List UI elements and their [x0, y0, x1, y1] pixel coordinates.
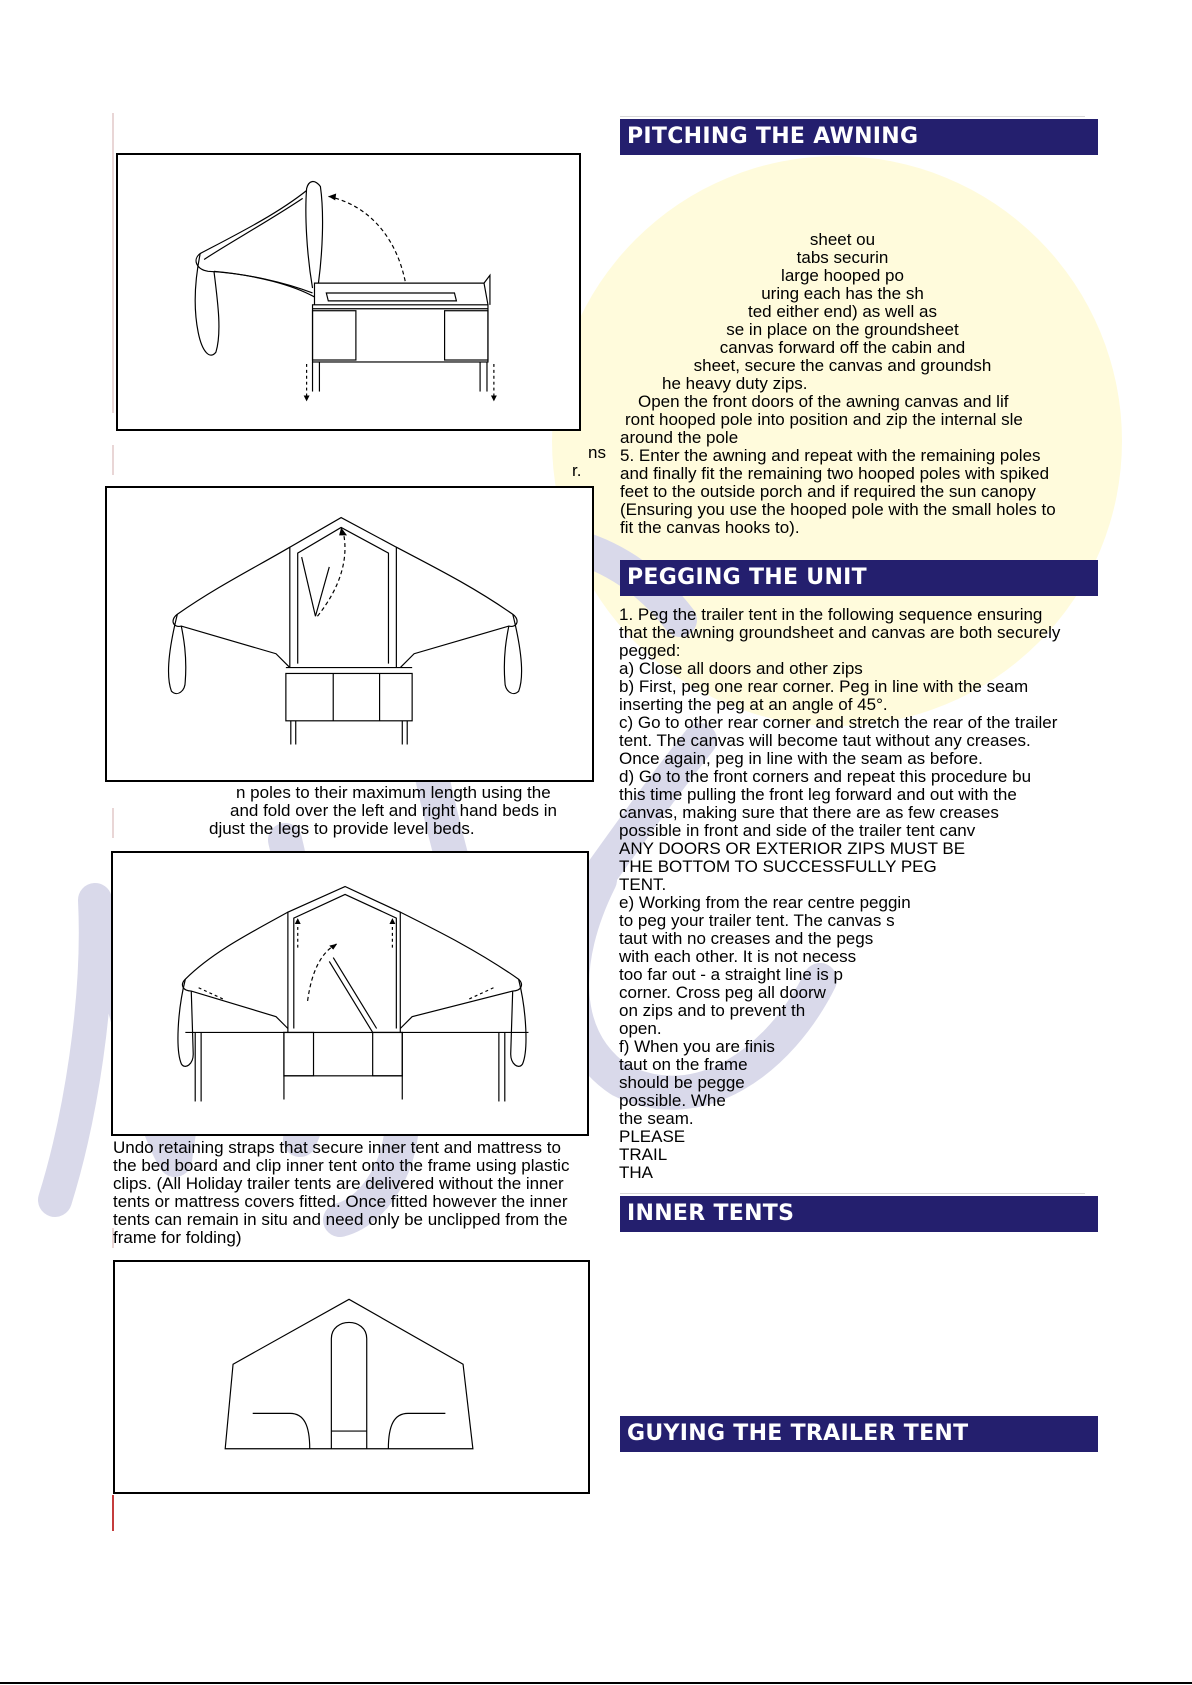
awning-text-line: ront hooped pole into position and zip the internal sle — [625, 410, 1023, 429]
straps-text-line: tents can remain in situ and need only be unclipped from the — [113, 1210, 568, 1229]
section-heading-inner-tents: INNER TENTS — [620, 1196, 1098, 1232]
pegging-text-line: open. — [619, 1019, 662, 1038]
pegging-text-line: this time pulling the front leg forward and out with the — [619, 785, 1017, 804]
pegging-text-line: possible. Whe — [619, 1091, 726, 1110]
pegging-text-line: THE BOTTOM TO SUCCESSFULLY PEG — [619, 857, 937, 876]
section-heading-guying: GUYING THE TRAILER TENT — [620, 1416, 1098, 1452]
pegging-text-line: to peg your trailer tent. The canvas s — [619, 911, 895, 930]
awning-text-line: and finally fit the remaining two hooped poles with spiked — [620, 464, 1050, 483]
straps-text-line: the bed board and clip inner tent onto the frame using plastic — [113, 1156, 570, 1175]
pegging-text-line: f) When you are finis — [619, 1037, 775, 1056]
pegging-text-line: c) Go to other rear corner and stretch the rear of the trailer — [619, 713, 1058, 732]
pegging-text-line: d) Go to the front corners and repeat this procedure bu — [619, 767, 1032, 786]
pegging-text-line: canvas, making sure that there are as few creases — [619, 803, 999, 822]
pegging-text-line: corner. Cross peg all doorw — [619, 983, 826, 1002]
pegging-text-line: with each other. It is not necess — [619, 947, 857, 966]
page-bottom-rule — [0, 1682, 1192, 1684]
pegging-text-line: too far out - a straight line is p — [619, 965, 843, 984]
pegging-text-line: taut on the frame — [619, 1055, 748, 1074]
awning-text-line: uring each has the sh — [761, 284, 924, 303]
pegging-text-line: TRAIL — [619, 1145, 668, 1164]
awning-text-line: tabs securin — [796, 248, 889, 267]
straps-text-line: Undo retaining straps that secure inner tent and mattress to — [113, 1138, 561, 1157]
poles-text-line: djust the legs to provide level beds. — [209, 819, 475, 838]
pegging-text-line: b) First, peg one rear corner. Peg in line with the seam — [619, 677, 1029, 696]
pegging-text-line: that the awning groundsheet and canvas are both securely — [619, 623, 1061, 642]
awning-text-line: feet to the outside porch and if required the sun canopy — [620, 482, 1036, 501]
figure-unfolding-beds — [105, 486, 594, 782]
pegging-text-line: pegged: — [619, 641, 681, 660]
fragment-text: ns — [588, 443, 606, 462]
divider — [620, 1193, 1085, 1194]
awning-text-line: fit the canvas hooks to). — [620, 518, 800, 537]
divider — [620, 116, 1085, 117]
pegging-text-line: THA — [619, 1163, 653, 1182]
margin-marker — [112, 808, 114, 838]
pegging-text-line: inserting the peg at an angle of 45°. — [619, 695, 888, 714]
pegging-text-line: a) Close all doors and other zips — [619, 659, 863, 678]
margin-marker — [112, 445, 114, 475]
figure-unfolding-frame — [116, 153, 581, 431]
fragment-text: r. — [572, 461, 582, 480]
awning-text-line: canvas forward off the cabin and — [719, 338, 966, 357]
straps-text-line: clips. (All Holiday trailer tents are delivered without the inner — [113, 1174, 564, 1193]
awning-text-line: he heavy duty zips. — [662, 374, 808, 393]
pegging-text-line: Once again, peg in line with the seam as before. — [619, 749, 983, 768]
pegging-text-line: possible in front and side of the trailer tent canv — [619, 821, 976, 840]
section-heading-awning: PITCHING THE AWNING — [620, 119, 1098, 155]
figure-inner-tent — [113, 1260, 590, 1494]
margin-marker — [112, 113, 114, 413]
pegging-text-line: TENT. — [619, 875, 667, 894]
figure-extending-poles — [111, 851, 589, 1136]
awning-text-line: Open the front doors of the awning canvas and lif — [638, 392, 1009, 411]
poles-text-line: n poles to their maximum length using the — [236, 783, 551, 802]
awning-text-line: sheet ou — [809, 230, 876, 249]
poles-text-line: and fold over the left and right hand beds in — [230, 801, 558, 820]
pegging-text-line: on zips and to prevent th — [619, 1001, 806, 1020]
pegging-text-line: should be pegge — [619, 1073, 745, 1092]
straps-text-line: frame for folding) — [113, 1228, 242, 1247]
pegging-text-line: the seam. — [619, 1109, 694, 1128]
pegging-text-line: e) Working from the rear centre peggin — [619, 893, 911, 912]
awning-text-line: around the pole — [620, 428, 739, 447]
margin-marker — [112, 1495, 114, 1531]
pegging-text-line: PLEASE — [619, 1127, 686, 1146]
awning-text-line: large hooped po — [781, 266, 904, 285]
awning-text-line: 5. Enter the awning and repeat with the remaining poles — [620, 446, 1041, 465]
awning-text-line: ted either end) as well as — [748, 302, 937, 321]
pegging-text-line: tent. The canvas will become taut without any creases. — [619, 731, 1031, 750]
pegging-text-line: ANY DOORS OR EXTERIOR ZIPS MUST BE — [619, 839, 966, 858]
pegging-text-line: 1. Peg the trailer tent in the following sequence ensuring — [619, 605, 1043, 624]
section-heading-pegging: PEGGING THE UNIT — [620, 560, 1098, 596]
awning-text-line: (Ensuring you use the hooped pole with the small holes to — [620, 500, 1056, 519]
awning-text-line: sheet, secure the canvas and groundsh — [693, 356, 992, 375]
straps-text-line: tents or mattress covers fitted. Once fitted however the inner — [113, 1192, 568, 1211]
pegging-text-line: taut with no creases and the pegs — [619, 929, 874, 948]
awning-text-line: se in place on the groundsheet — [726, 320, 959, 339]
